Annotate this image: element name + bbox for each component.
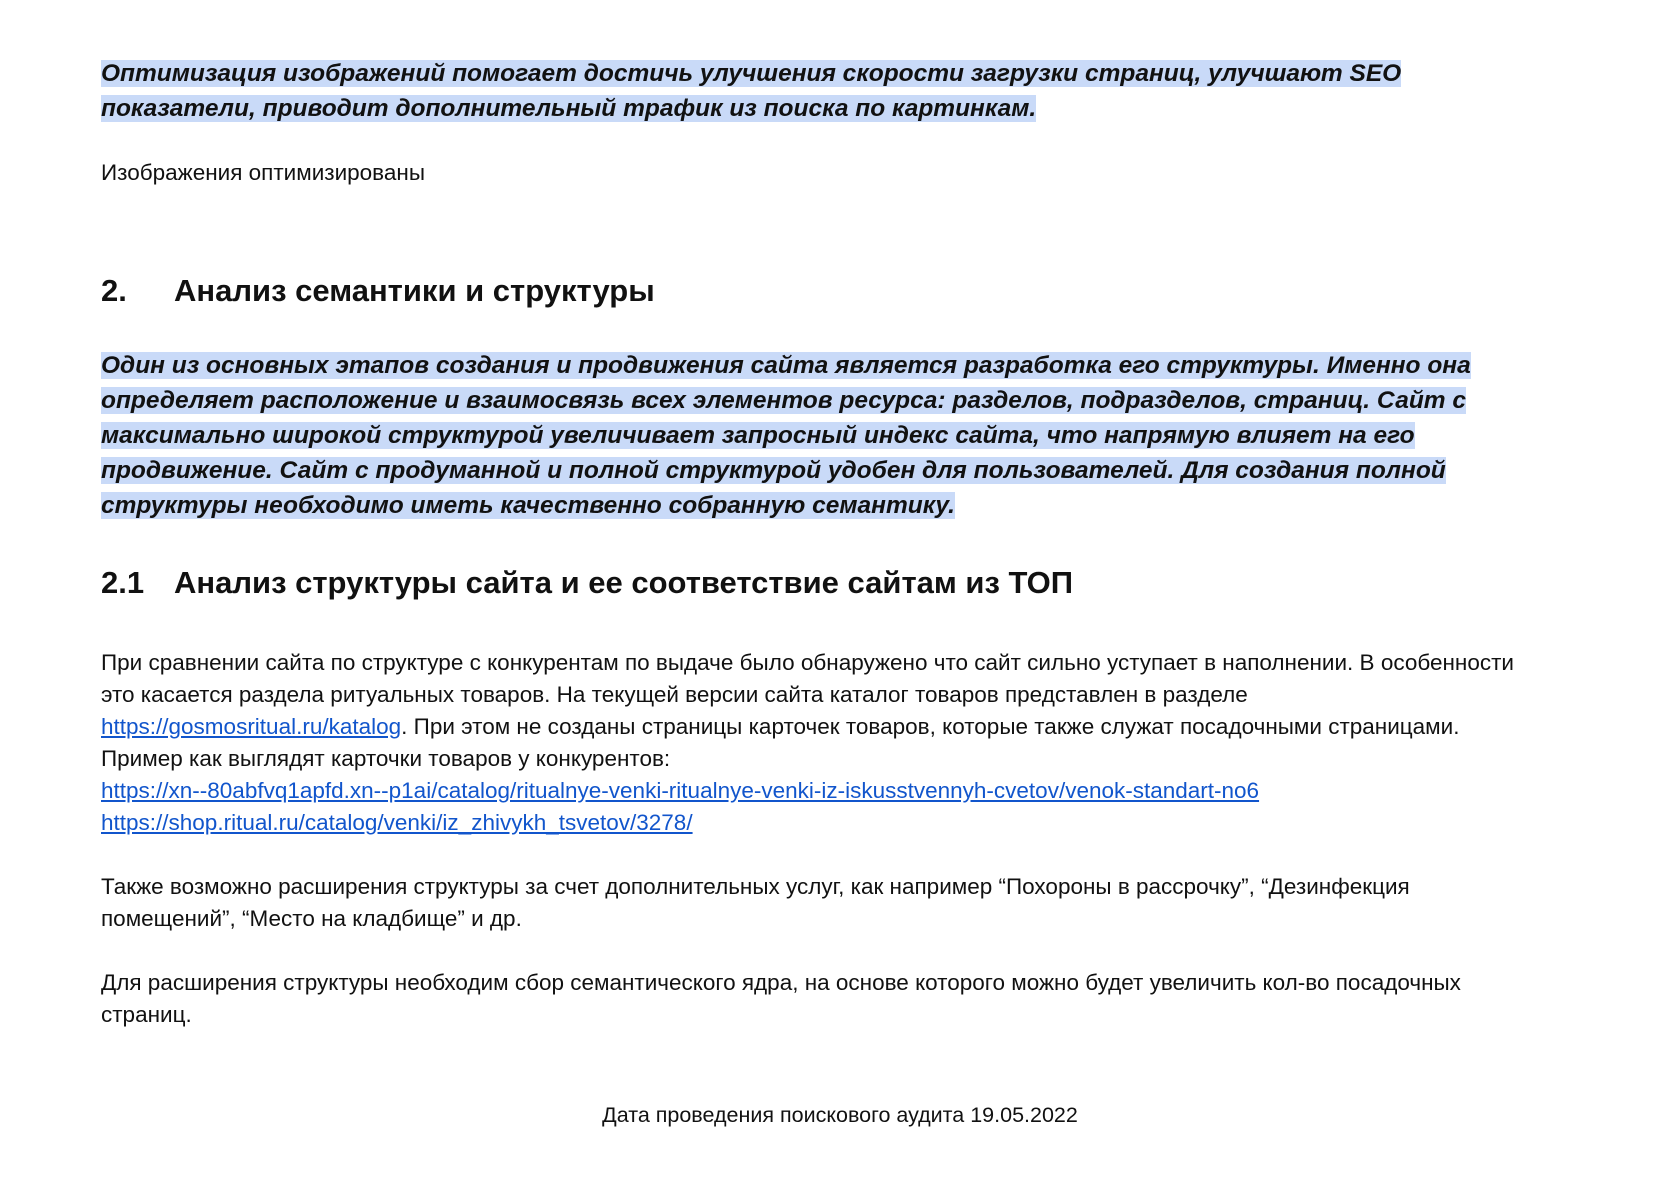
semantic-core-paragraph: Для расширения структуры необходим сбор семантического ядра, на основе которого можно будет увеличить кол-во посадочных страниц. [101, 970, 1461, 1027]
catalog-link[interactable]: https://gosmosritual.ru/katalog [101, 714, 402, 739]
structure-comparison-paragraph [101, 647, 1541, 839]
para1-text-after-link: . При этом не созданы страницы карточек товаров, которые также служат посадочными страницами. Пример как выглядят карточки товаров у конкурентов: [101, 714, 1460, 771]
additional-services-paragraph: Также возможно расширения структуры за счет дополнительных услуг, как например “Похороны в рассрочку”, “Дезинфекция помещений”, “Место на кладбище” и др. [101, 874, 1410, 931]
section-2-1-title: Анализ структуры сайта и ее соответствие сайтам из ТОП [174, 565, 1074, 600]
section-2-highlight-text: Один из основных этапов создания и продвижения сайта является разработка его структуры. Именно она определяет расположение и взаимосвязь всех элементов ресурса: разделов, подразделов, страниц. Сайт с максимально широкой структурой увеличивает запросный индекс сайта, что напрямую влияет на его продвижение. Сайт с продуманной и полной структурой удобен для пользователей. Для создания полной структуры необходимо иметь качественно собранную семантику. [101, 352, 1471, 519]
images-optimized-status: Изображения оптимизированы [101, 160, 425, 185]
section-2-highlight-paragraph [101, 348, 1541, 523]
section-2-heading [101, 273, 1541, 309]
para1-text-before-link: При сравнении сайта по структуре с конкурентам по выдаче было обнаружено что сайт сильно уступает в наполнении. В особенности это касается раздела ритуальных товаров. На текущей версии сайта каталог товаров представлен в разделе [101, 650, 1514, 707]
document-content [101, 56, 1541, 1031]
intro-highlight-text: Оптимизация изображений помогает достичь улучшения скорости загрузки страниц, улучшают SEO показатели, приводит дополнительный трафик из поиска по картинкам. [101, 60, 1402, 122]
audit-date-footer: Дата проведения поискового аудита 19.05.2022 [602, 1103, 1078, 1127]
section-2-number: 2. [101, 273, 127, 308]
competitor-link-1[interactable]: https://xn--80abfvq1apfd.xn--p1ai/catalog/ritualnye-venki-ritualnye-venki-iz-iskusstvennyh-cvetov/venok-standart-no6 [101, 778, 1260, 803]
intro-highlight-paragraph [101, 56, 1541, 126]
competitor-link-2[interactable]: https://shop.ritual.ru/catalog/venki/iz_zhivykh_tsvetov/3278/ [101, 810, 693, 835]
section-2-title: Анализ семантики и структуры [174, 273, 655, 308]
section-2-1-number: 2.1 [101, 565, 145, 600]
section-2-1-heading [101, 565, 1541, 601]
